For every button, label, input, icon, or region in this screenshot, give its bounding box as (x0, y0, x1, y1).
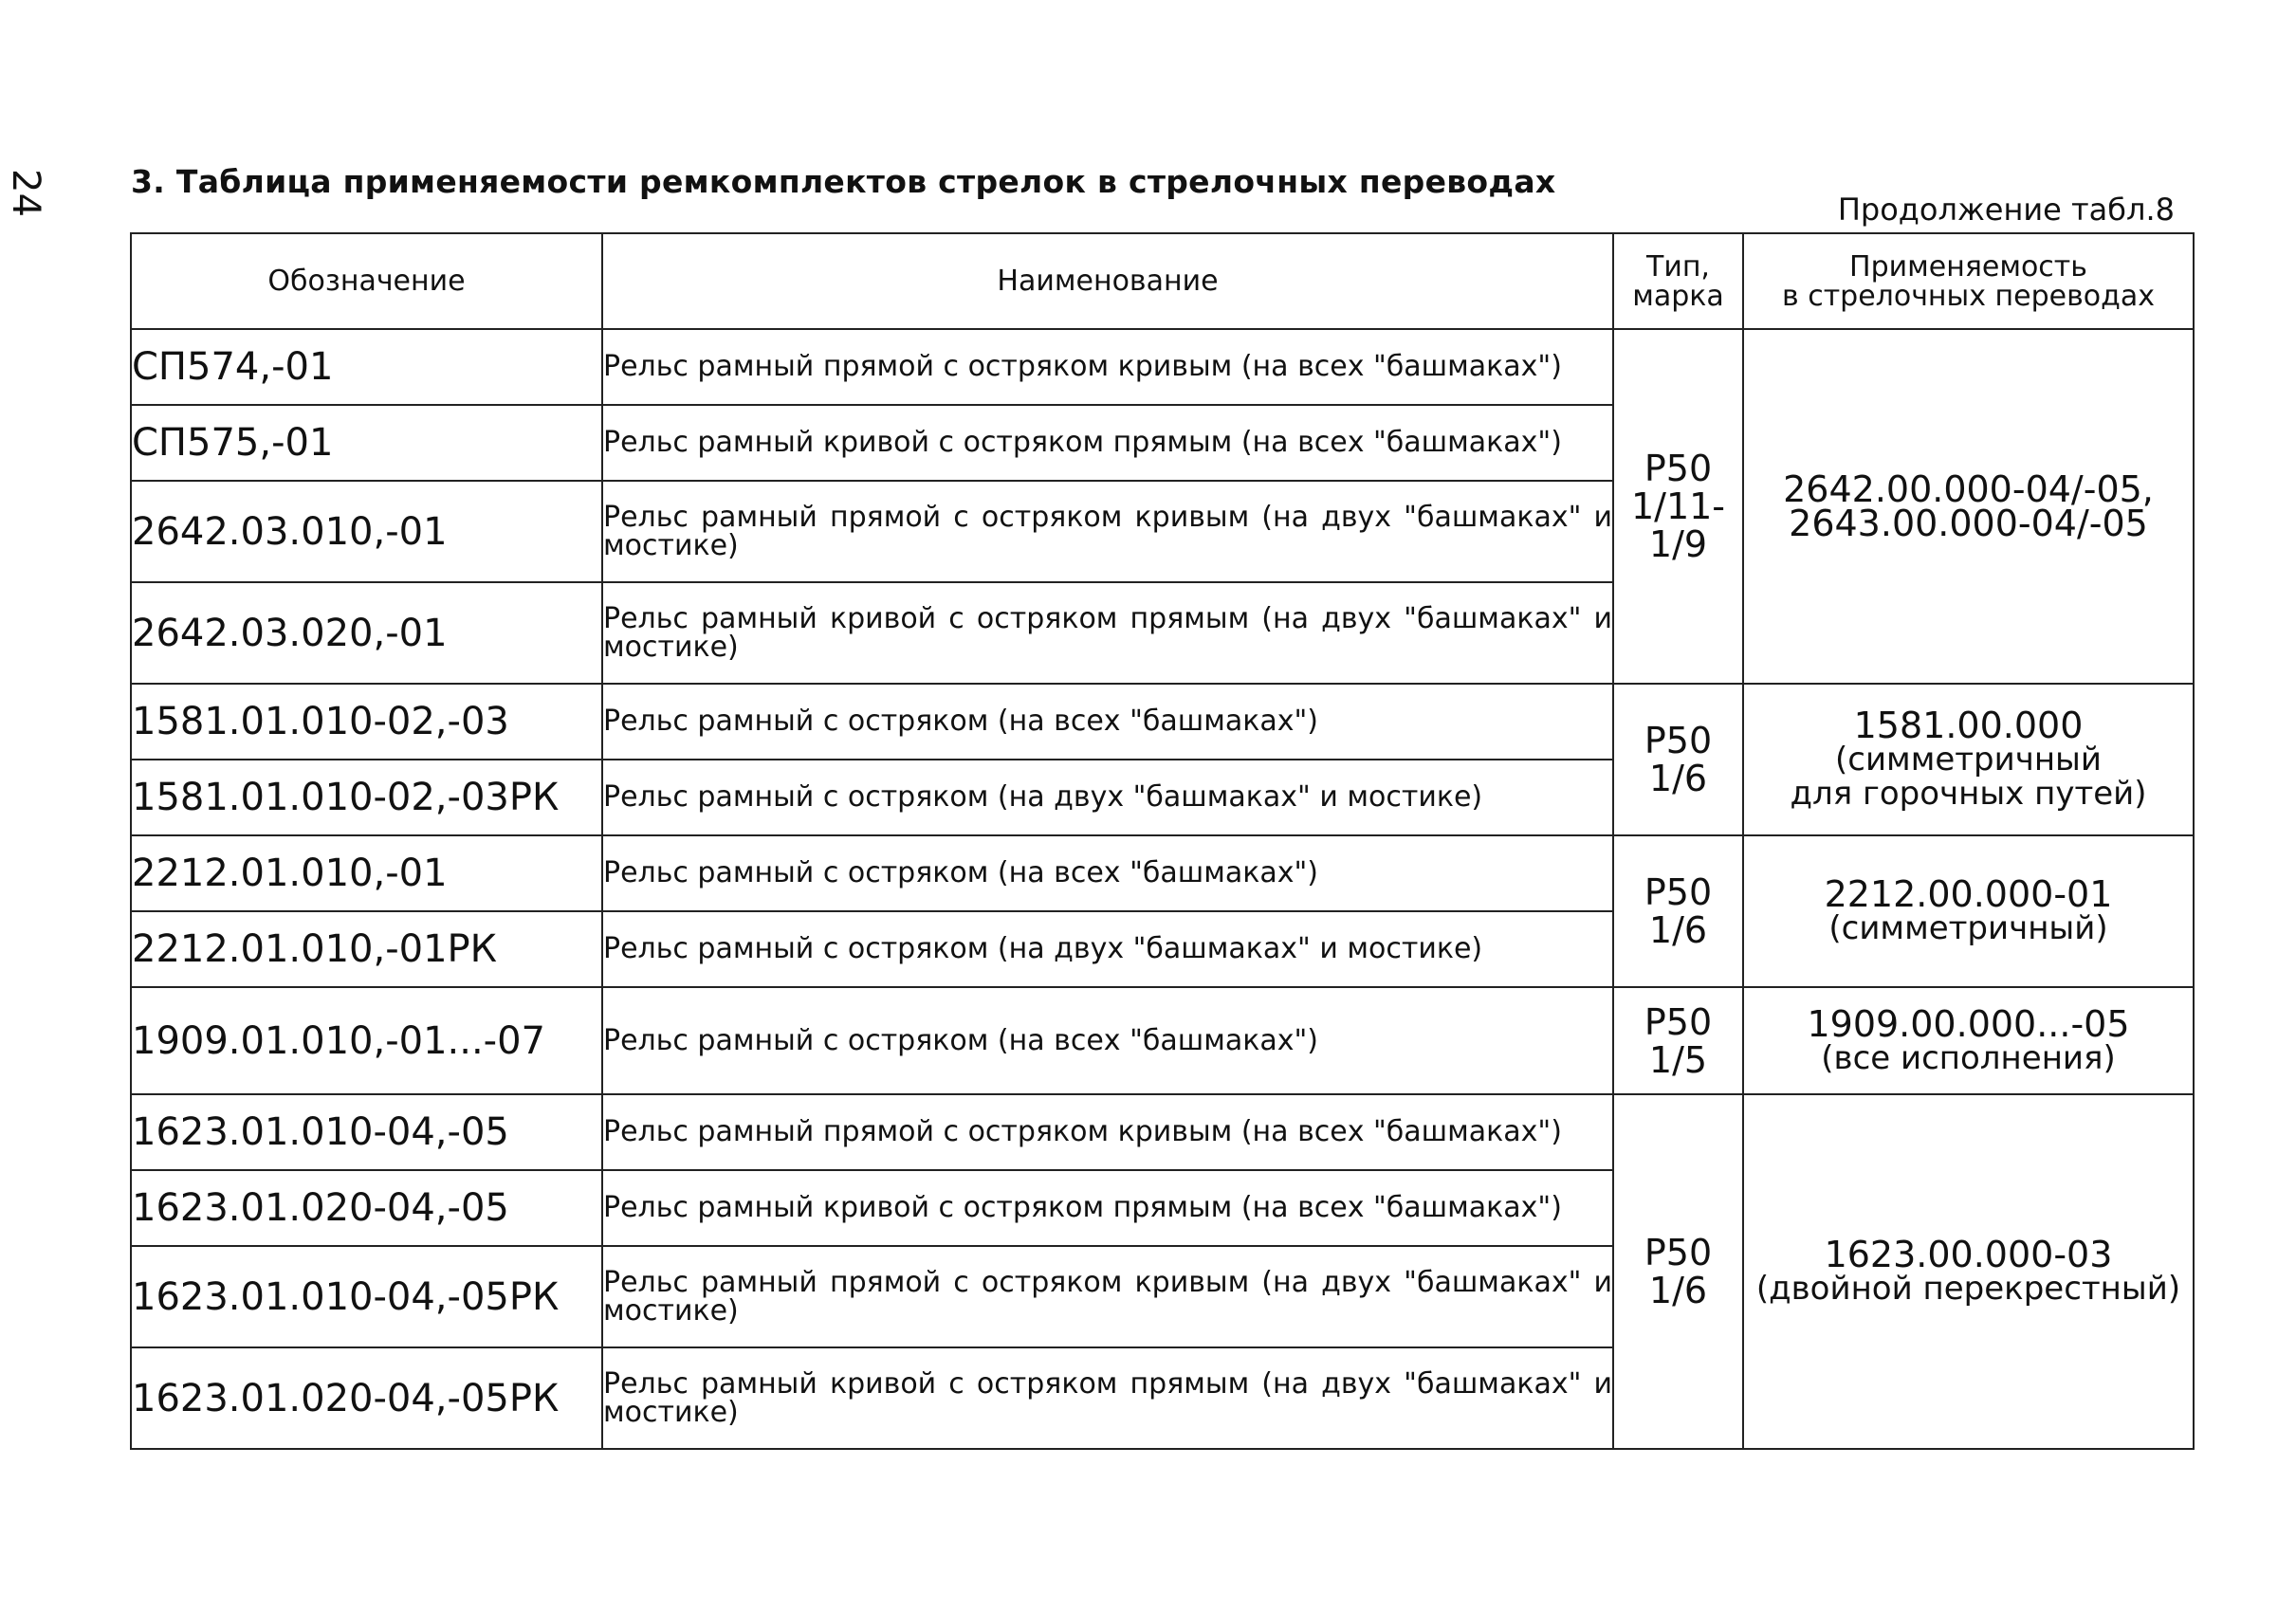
row-name: Рельс рамный с остряком (на всех "башмаках") (602, 835, 1613, 911)
row-code: 1581.01.010-02,-03РК (131, 760, 602, 835)
header-row (131, 233, 2194, 329)
group-applicability-cell (1743, 329, 2194, 684)
group-applicability-cell (1743, 1094, 2194, 1449)
group-type-line1: Р50 (1644, 448, 1713, 489)
row-name: Рельс рамный прямой с остряком кривым (на всех "башмаках") (602, 329, 1613, 405)
row-code: 1623.01.020-04,-05РК (131, 1347, 602, 1449)
applicability-table (130, 232, 2195, 1450)
table-row (131, 1094, 2194, 1170)
group-type-line1: Р50 (1644, 1000, 1713, 1043)
group-applicability-line1: 1581.00.000 (1853, 705, 2084, 746)
header-type-line1: Тип, (1646, 249, 1710, 284)
group-applicability-line1: 1909.00.000...-05 (1807, 1002, 2130, 1045)
group-applicability-line2: (все исполнения) (1821, 1038, 2116, 1077)
row-code: 1909.01.010,-01...-07 (131, 987, 602, 1094)
group-applicability-line2: 2643.00.000-04/-05 (1789, 503, 2148, 544)
group-type-line1: Р50 (1644, 871, 1713, 913)
row-code: 1623.01.010-04,-05 (131, 1094, 602, 1170)
header-type-line2: марка (1632, 279, 1724, 313)
row-name: Рельс рамный с остряком (на двух "башмаках" и мостике) (602, 760, 1613, 835)
header-type (1613, 233, 1743, 329)
row-code: 2212.01.010,-01РК (131, 911, 602, 987)
group-applicability-line1: 2212.00.000-01 (1824, 873, 2113, 915)
row-name: Рельс рамный с остряком (на двух "башмаках" и мостике) (602, 911, 1613, 987)
header-name: Наименование (602, 233, 1613, 329)
group-applicability-line3: для горочных путей) (1790, 775, 2147, 813)
group-applicability-cell (1743, 684, 2194, 835)
group-type-cell (1613, 329, 1743, 684)
table-row (131, 329, 2194, 405)
group-type-line1: Р50 (1644, 720, 1713, 761)
group-type-line2: 1/5 (1648, 1038, 1708, 1081)
group-applicability-line2: (симметричный) (1828, 909, 2108, 947)
row-code: 1623.01.010-04,-05РК (131, 1246, 602, 1347)
group-applicability-line2: (симметричный (1834, 741, 2102, 779)
header-applicability-line2: в стрелочных переводах (1781, 279, 2156, 313)
row-name: Рельс рамный кривой с остряком прямым (на всех "башмаках") (602, 405, 1613, 481)
table-row (131, 835, 2194, 911)
header-applicability-line1: Применяемость (1849, 249, 2087, 284)
row-name: Рельс рамный прямой с остряком кривым (на всех "башмаках") (602, 1094, 1613, 1170)
group-type-cell (1613, 1094, 1743, 1449)
row-code: 2642.03.010,-01 (131, 481, 602, 582)
group-type-line2: 1/6 (1648, 758, 1708, 799)
group-type-line1: Р50 (1644, 1232, 1713, 1273)
page-number: 24 (4, 169, 47, 217)
group-applicability-line1: 2642.00.000-04/-05, (1783, 468, 2154, 510)
row-name: Рельс рамный с остряком (на всех "башмаках") (602, 987, 1613, 1094)
header-designation: Обозначение (131, 233, 602, 329)
header-applicability (1743, 233, 2194, 329)
row-name: Рельс рамный кривой с остряком прямым (на двух "башмаках" и мостике) (602, 1347, 1613, 1449)
section-title: 3. Таблица применяемости ремкомплектов стрелок в стрелочных переводах (131, 163, 1556, 200)
row-name: Рельс рамный с остряком (на всех "башмаках") (602, 684, 1613, 760)
group-type-line2: 1/11- (1630, 485, 1726, 527)
group-applicability-line1: 1623.00.000-03 (1824, 1234, 2113, 1275)
row-code: 1581.01.010-02,-03 (131, 684, 602, 760)
group-type-line2: 1/6 (1648, 1270, 1708, 1311)
group-type-cell (1613, 835, 1743, 987)
row-name: Рельс рамный кривой с остряком прямым (на всех "башмаках") (602, 1170, 1613, 1246)
group-applicability-line2: (двойной перекрестный) (1755, 1270, 2181, 1308)
group-type-line2: 1/6 (1648, 909, 1708, 951)
row-name: Рельс рамный кривой с остряком прямым (на двух "башмаках" и мостике) (602, 582, 1613, 684)
table-continuation-label: Продолжение табл.8 (1837, 192, 2175, 228)
row-code: 1623.01.020-04,-05 (131, 1170, 602, 1246)
group-applicability-cell (1743, 987, 2194, 1094)
row-name: Рельс рамный прямой с остряком кривым (на двух "башмаках" и мостике) (602, 1246, 1613, 1347)
table-row (131, 684, 2194, 760)
table-row (131, 987, 2194, 1094)
group-type-line3: 1/9 (1648, 523, 1708, 565)
group-type-cell (1613, 987, 1743, 1094)
group-type-cell (1613, 684, 1743, 835)
row-name: Рельс рамный прямой с остряком кривым (на двух "башмаках" и мостике) (602, 481, 1613, 582)
row-code: 2212.01.010,-01 (131, 835, 602, 911)
group-applicability-cell (1743, 835, 2194, 987)
row-code: СП575,-01 (131, 405, 602, 481)
row-code: 2642.03.020,-01 (131, 582, 602, 684)
row-code: СП574,-01 (131, 329, 602, 405)
